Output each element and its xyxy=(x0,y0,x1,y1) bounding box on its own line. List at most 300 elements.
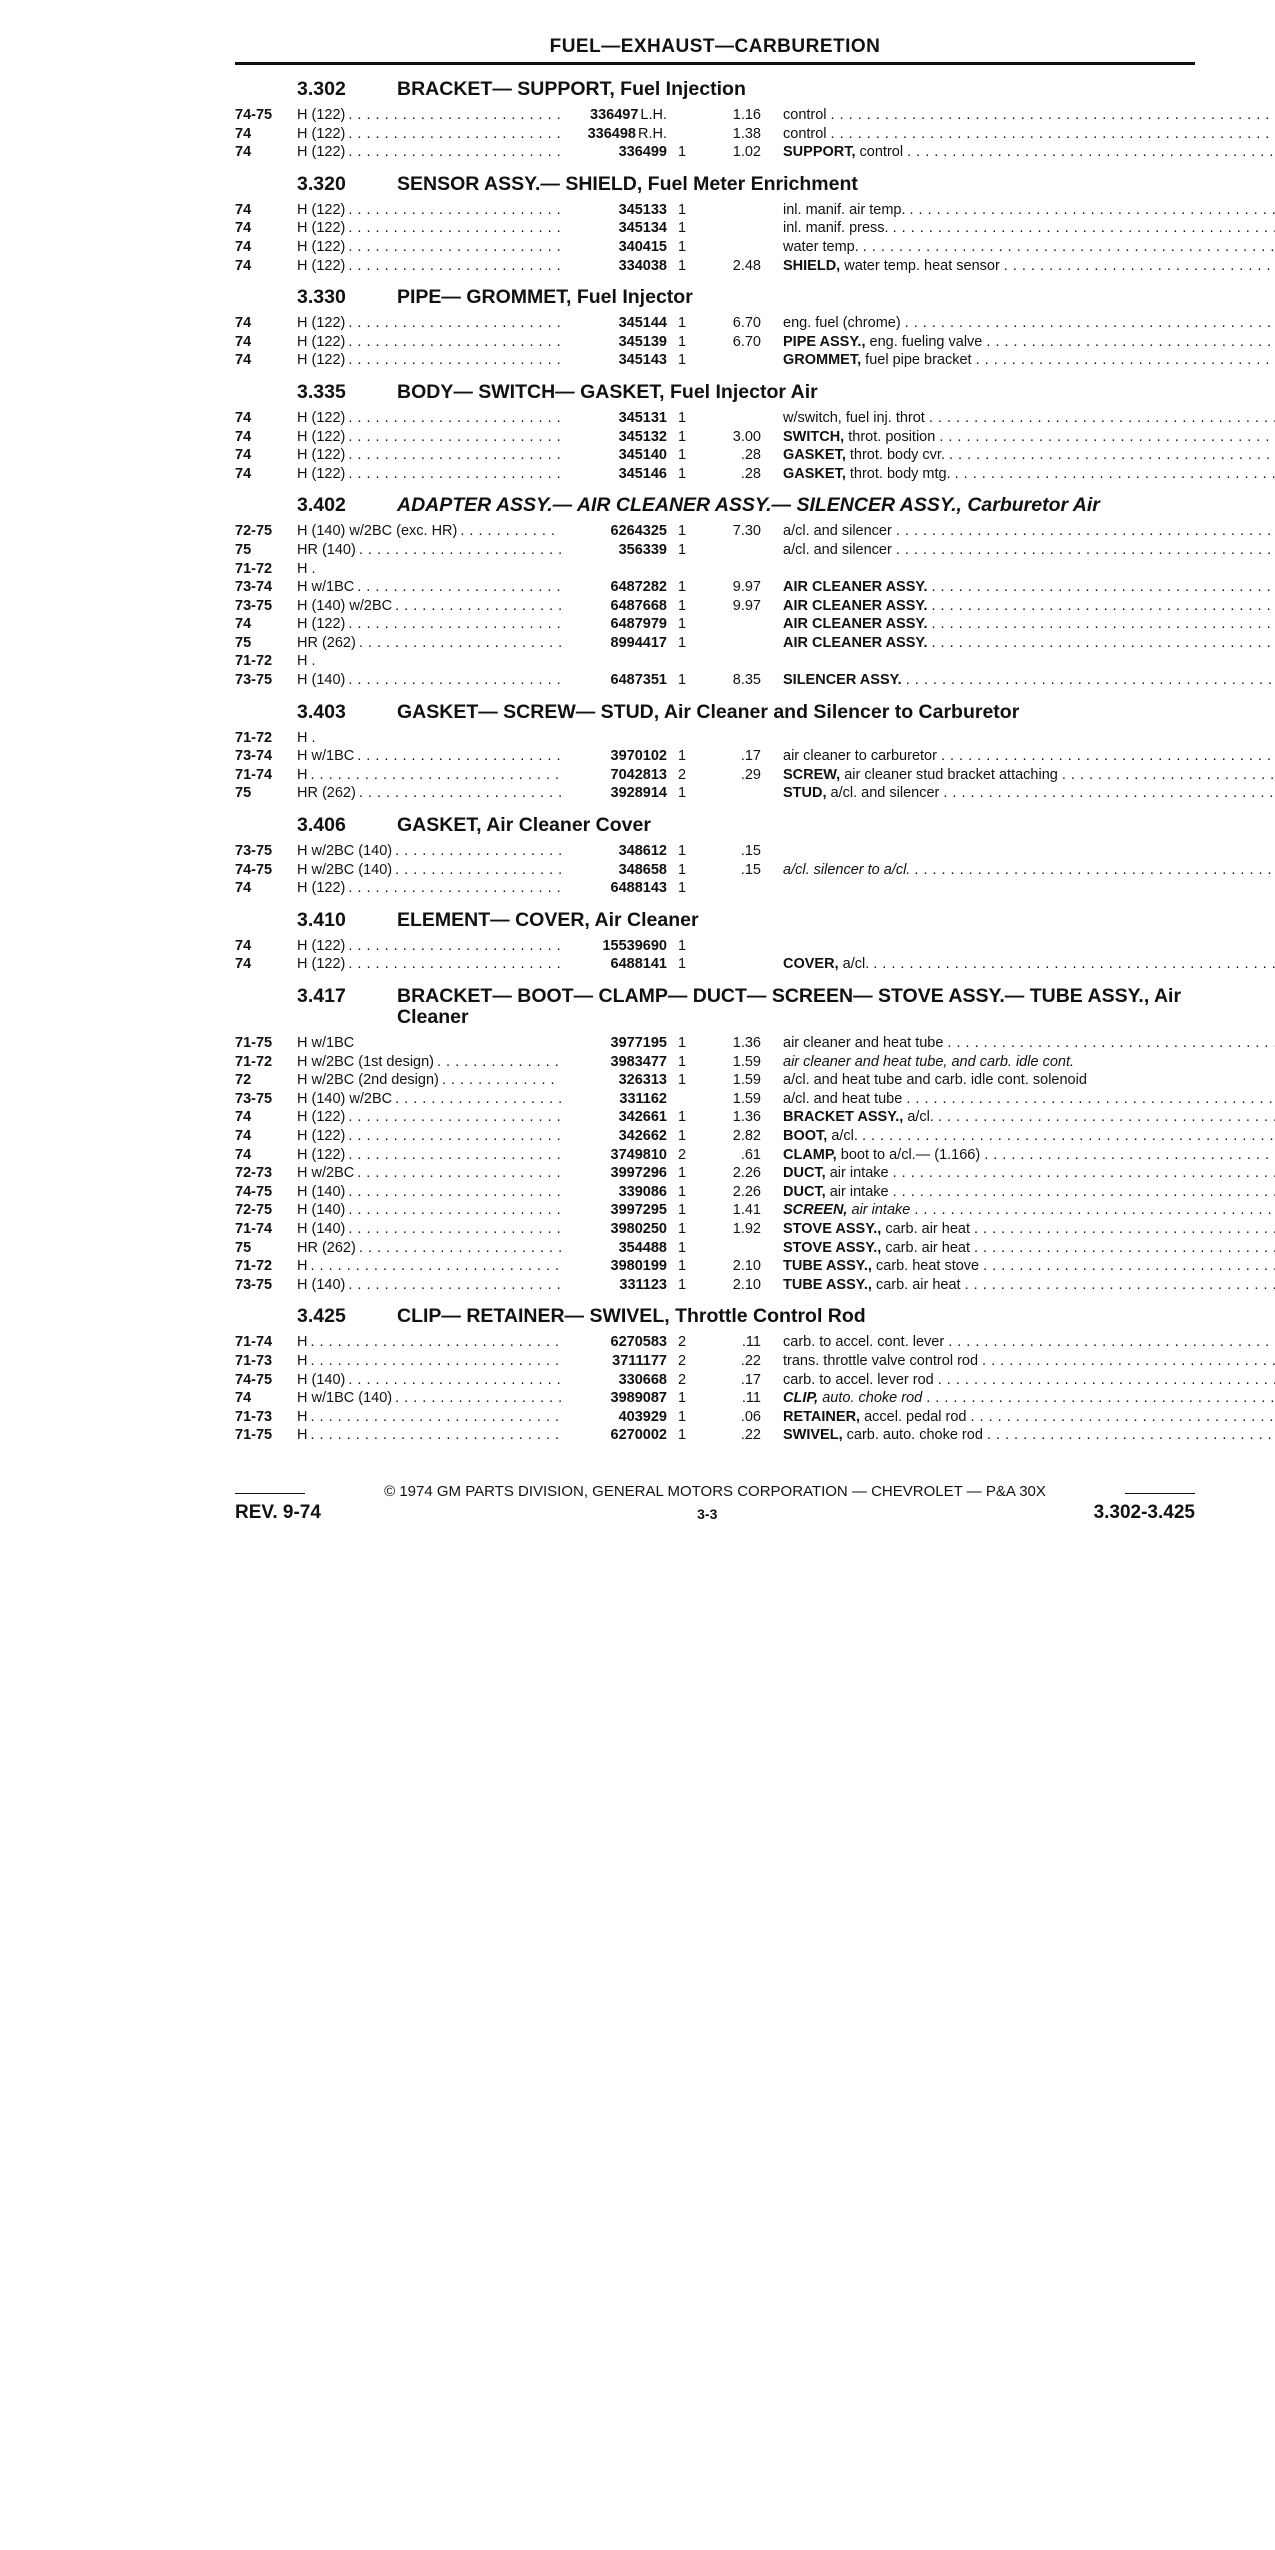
dot-leader xyxy=(348,351,561,370)
part-row xyxy=(235,125,1195,144)
dot-leader xyxy=(863,238,1275,257)
model-year: 73-75 xyxy=(235,672,273,689)
model-year: 74 xyxy=(235,1390,252,1407)
description-cell xyxy=(783,351,1275,370)
dot-leader xyxy=(310,1426,561,1445)
part-name: DUCT, xyxy=(783,1183,826,1200)
quantity: 1 xyxy=(677,1390,687,1407)
model-year: 74 xyxy=(235,880,252,897)
description-text xyxy=(783,1239,970,1258)
quantity: 1 xyxy=(677,1427,687,1444)
part-name: SUPPORT, xyxy=(783,144,856,161)
dot-leader xyxy=(348,955,561,974)
description-cell xyxy=(783,1201,1275,1220)
part-number: 6487979 xyxy=(610,616,667,633)
price: 6.70 xyxy=(732,315,761,332)
model-text: H (140) xyxy=(297,1202,346,1219)
model-cell xyxy=(297,125,565,144)
model-cell xyxy=(297,729,565,748)
price: 1.16 xyxy=(732,107,761,123)
part-number-cell xyxy=(565,784,667,803)
dot-leader xyxy=(931,597,1275,616)
model-text: H (122) xyxy=(297,447,346,464)
description-cell xyxy=(783,465,1275,484)
part-number-cell xyxy=(565,1090,667,1109)
part-number: 3977195 xyxy=(610,1035,667,1051)
description-text xyxy=(783,125,827,144)
dot-leader xyxy=(395,842,561,861)
dot-leader xyxy=(348,409,561,428)
part-number-cell xyxy=(565,1034,667,1053)
price: 7.30 xyxy=(732,523,761,540)
part-number: 403929 xyxy=(618,1408,667,1425)
part-row xyxy=(235,578,1195,597)
description-cell xyxy=(783,219,1275,238)
part-number: 345131 xyxy=(618,409,667,426)
part-number-cell xyxy=(565,314,667,333)
part-number-cell xyxy=(565,465,667,484)
model-text: H . xyxy=(297,729,316,746)
part-number: 3711177 xyxy=(612,1352,667,1369)
model-text: H (122) xyxy=(297,125,346,142)
description-detail: eng. fueling valve xyxy=(869,333,983,350)
model-cell xyxy=(297,1408,565,1427)
part-number: 331162 xyxy=(619,1090,667,1107)
price: 2.26 xyxy=(732,1165,761,1182)
model-text: H w/2BC (140) xyxy=(297,843,393,860)
part-number: 345143 xyxy=(618,352,667,369)
dot-leader xyxy=(348,446,561,465)
part-number-cell xyxy=(565,257,667,276)
description-detail: water temp. heat sensor xyxy=(844,257,1000,274)
description-cell xyxy=(783,1220,1275,1239)
description-cell xyxy=(783,1408,1275,1427)
model-year: 74 xyxy=(235,220,252,237)
part-row xyxy=(235,1389,1195,1408)
part-row xyxy=(235,1127,1195,1146)
dot-leader xyxy=(831,125,1275,144)
dot-leader xyxy=(938,1108,1275,1127)
quantity: 1 xyxy=(677,465,687,482)
description-cell xyxy=(783,409,1275,428)
description-detail: a/cl. silencer to a/cl. xyxy=(783,861,911,878)
model-year: 71-72 xyxy=(235,560,273,577)
footer-copyright: © 1974 GM PARTS DIVISION, GENERAL MOTORS CORPORATION — CHEVROLET — P&A 30X xyxy=(384,1482,1046,1500)
model-year: 74 xyxy=(235,315,252,332)
model-cell xyxy=(297,143,565,162)
dot-leader xyxy=(348,314,561,333)
price: .22 xyxy=(740,1352,761,1369)
description-cell xyxy=(783,766,1275,785)
part-number: 348612 xyxy=(618,843,667,860)
part-number: 6487668 xyxy=(610,597,667,614)
part-row xyxy=(235,465,1195,484)
section-heading xyxy=(235,79,1195,100)
part-name: BOOT, xyxy=(783,1127,828,1144)
description-text xyxy=(783,1389,922,1408)
model-cell xyxy=(297,201,565,220)
model-year: 72-75 xyxy=(235,523,273,540)
model-year: 74-75 xyxy=(235,1183,273,1200)
price: 1.59 xyxy=(732,1053,761,1070)
catalog-page xyxy=(235,36,1195,1524)
part-number: 6487282 xyxy=(610,579,667,596)
part-number: 3997296 xyxy=(610,1165,667,1182)
description-detail: throt. body mtg. xyxy=(849,465,951,482)
part-row xyxy=(235,351,1195,370)
dot-leader xyxy=(949,446,1275,465)
section-heading xyxy=(235,495,1195,516)
model-cell xyxy=(297,1220,565,1239)
model-text: H (140) xyxy=(297,1183,346,1200)
model-year: 74-75 xyxy=(235,107,273,123)
model-cell xyxy=(297,1034,565,1053)
section-number: 3.335 xyxy=(297,380,346,403)
model-cell xyxy=(297,879,565,898)
price: .06 xyxy=(740,1408,761,1425)
quantity: 1 xyxy=(677,201,687,218)
description-cell xyxy=(783,238,1275,257)
model-text: H (140) w/2BC (exc. HR) xyxy=(297,523,458,540)
quantity: 1 xyxy=(677,1165,687,1182)
model-year: 74-75 xyxy=(235,861,273,878)
description-cell xyxy=(783,333,1275,352)
part-number-cell xyxy=(565,1408,667,1427)
model-year: 74 xyxy=(235,352,252,369)
quantity: 1 xyxy=(677,861,687,878)
part-number-cell xyxy=(565,615,667,634)
quantity: 1 xyxy=(677,428,687,445)
part-number: 6488141 xyxy=(610,956,667,973)
part-name: COVER, xyxy=(783,956,839,973)
footer-section-range: 3.302-3.425 xyxy=(1093,1501,1195,1523)
model-year: 74 xyxy=(235,956,252,973)
description-cell xyxy=(783,446,1275,465)
model-year: 71-75 xyxy=(235,1035,273,1051)
model-year: 74 xyxy=(235,465,252,482)
description-cell xyxy=(783,314,1275,333)
part-row xyxy=(235,1146,1195,1165)
part-number-cell xyxy=(565,1127,667,1146)
part-number: 345140 xyxy=(618,447,667,464)
part-row xyxy=(235,1053,1195,1072)
model-cell xyxy=(297,671,565,690)
part-number-cell xyxy=(565,219,667,238)
description-cell xyxy=(783,125,1275,144)
model-cell xyxy=(297,409,565,428)
part-number-cell xyxy=(565,1239,667,1258)
model-year: 72-73 xyxy=(235,1165,273,1182)
model-text: H (122) xyxy=(297,144,346,161)
model-cell xyxy=(297,541,565,560)
model-year: 73-74 xyxy=(235,579,273,596)
part-name: BRACKET ASSY., xyxy=(783,1109,904,1126)
part-row xyxy=(235,1090,1195,1109)
model-cell xyxy=(297,842,565,861)
model-cell xyxy=(297,1108,565,1127)
description-cell xyxy=(783,257,1275,276)
price: .15 xyxy=(740,843,761,860)
model-text: H (122) xyxy=(297,956,346,973)
description-detail: control xyxy=(783,125,827,142)
footer-copyright-line xyxy=(235,1483,1195,1500)
dot-leader xyxy=(359,784,561,803)
dot-leader xyxy=(1004,257,1275,276)
model-text: H xyxy=(297,1352,308,1369)
description-detail: air cleaner to carburetor xyxy=(783,748,937,765)
part-row xyxy=(235,560,1195,579)
dot-leader xyxy=(914,861,1275,880)
part-number-cell xyxy=(565,333,667,352)
description-detail: trans. throttle valve control rod xyxy=(783,1352,979,1369)
quantity: 1 xyxy=(677,748,687,765)
quantity: 2 xyxy=(677,766,687,783)
description-text xyxy=(783,1257,979,1276)
dot-leader xyxy=(974,1239,1275,1258)
part-number: 345144 xyxy=(618,315,667,332)
quantity: 1 xyxy=(677,144,687,161)
part-number-cell xyxy=(565,522,667,541)
section-number: 3.406 xyxy=(297,814,346,837)
section-heading xyxy=(235,287,1195,308)
part-row xyxy=(235,1371,1195,1390)
description-text xyxy=(783,1183,889,1202)
dot-leader xyxy=(955,465,1275,484)
section-number: 3.330 xyxy=(297,286,346,309)
part-number-cell xyxy=(565,747,667,766)
price: 1.59 xyxy=(732,1090,761,1107)
model-cell xyxy=(297,314,565,333)
description-text xyxy=(783,522,892,541)
description-cell xyxy=(783,1333,1275,1352)
model-text: H w/1BC xyxy=(297,579,355,596)
description-text xyxy=(783,1053,1074,1072)
dot-leader xyxy=(906,671,1275,690)
model-cell xyxy=(297,522,565,541)
dot-leader xyxy=(974,1220,1275,1239)
model-text: H xyxy=(297,1258,308,1275)
part-number-cell xyxy=(565,106,667,125)
part-row xyxy=(235,1333,1195,1352)
description-detail: inl. manif. air temp. xyxy=(783,201,906,218)
model-year: 71-72 xyxy=(235,1053,273,1070)
description-text xyxy=(783,257,1000,276)
quantity: 1 xyxy=(677,1127,687,1144)
description-text xyxy=(783,1408,966,1427)
part-number: 331123 xyxy=(619,1276,667,1293)
part-number-cell xyxy=(565,1257,667,1276)
model-text: H w/2BC xyxy=(297,1165,355,1182)
model-year: 72-75 xyxy=(235,1202,273,1219)
part-number-cell xyxy=(565,1426,667,1445)
description-cell xyxy=(783,1371,1275,1390)
quantity: 1 xyxy=(677,409,687,426)
part-number-cell xyxy=(565,201,667,220)
section-heading xyxy=(235,174,1195,195)
dot-leader xyxy=(929,409,1275,428)
model-year: 71-72 xyxy=(235,1258,273,1275)
description-cell xyxy=(783,1183,1275,1202)
part-number: 342662 xyxy=(618,1127,667,1144)
dot-leader xyxy=(931,634,1275,653)
price: 2.82 xyxy=(732,1127,761,1144)
model-text: H (122) xyxy=(297,220,346,237)
part-row xyxy=(235,143,1195,162)
description-cell xyxy=(783,634,1275,653)
part-name: SWITCH, xyxy=(783,428,845,445)
part-number-cell xyxy=(565,1352,667,1371)
section-title: CLIP— RETAINER— SWIVEL, Throttle Control Rod xyxy=(397,1305,866,1328)
dot-leader xyxy=(896,541,1275,560)
part-number-cell xyxy=(565,937,667,956)
quantity: 1 xyxy=(677,1202,687,1219)
dot-leader xyxy=(348,201,561,220)
quantity: 1 xyxy=(677,333,687,350)
model-year: 71-74 xyxy=(235,1220,273,1237)
model-year: 74 xyxy=(235,238,252,255)
description-cell xyxy=(783,578,1275,597)
model-year: 74-75 xyxy=(235,1371,273,1388)
dot-leader xyxy=(310,1408,561,1427)
model-cell xyxy=(297,766,565,785)
description-cell xyxy=(783,541,1275,560)
part-row xyxy=(235,937,1195,956)
model-text: H (122) xyxy=(297,238,346,255)
part-number: 15539690 xyxy=(602,937,667,954)
section-title: SENSOR ASSY.— SHIELD, Fuel Meter Enrichment xyxy=(397,172,858,195)
dot-leader xyxy=(976,351,1275,370)
quantity: 1 xyxy=(677,880,687,897)
section-title: BODY— SWITCH— GASKET, Fuel Injector Air xyxy=(397,380,818,403)
model-text: H (122) xyxy=(297,1109,346,1126)
dot-leader xyxy=(896,522,1275,541)
description-detail: air intake xyxy=(829,1165,889,1182)
description-detail: carb. auto. choke rod xyxy=(846,1427,983,1444)
model-year: 71-73 xyxy=(235,1352,273,1369)
dot-leader xyxy=(939,428,1275,447)
dot-leader xyxy=(348,257,561,276)
dot-leader xyxy=(348,1220,561,1239)
model-text: H w/1BC (140) xyxy=(297,1390,393,1407)
part-number-cell xyxy=(565,578,667,597)
model-text: H (122) xyxy=(297,880,346,897)
part-name: AIR CLEANER ASSY. xyxy=(783,616,928,633)
quantity: 1 xyxy=(677,257,687,274)
price: 1.59 xyxy=(732,1072,761,1089)
model-cell xyxy=(297,106,565,125)
dot-leader xyxy=(910,201,1275,220)
description-cell xyxy=(783,143,1275,162)
part-number: 3989087 xyxy=(610,1390,667,1407)
part-row xyxy=(235,634,1195,653)
quantity: 1 xyxy=(677,352,687,369)
section-title: PIPE— GROMMET, Fuel Injector xyxy=(397,286,693,309)
description-text xyxy=(783,201,906,220)
part-number-cell xyxy=(565,238,667,257)
description-detail: throt. body cvr. xyxy=(849,447,945,464)
part-number: 356339 xyxy=(618,541,667,558)
dot-leader xyxy=(310,766,561,785)
dot-leader xyxy=(348,1146,561,1165)
part-name: DUCT, xyxy=(783,1165,826,1182)
model-cell xyxy=(297,1183,565,1202)
dot-leader xyxy=(982,1352,1275,1371)
model-year: 74 xyxy=(235,409,252,426)
section-number: 3.402 xyxy=(297,494,346,517)
description-detail: carb. to accel. lever rod xyxy=(783,1371,934,1388)
description-text xyxy=(783,784,939,803)
page-header-title: FUEL—EXHAUST—CARBURETION xyxy=(549,36,881,57)
price: 6.70 xyxy=(732,333,761,350)
quantity: 2 xyxy=(677,1146,687,1163)
dot-leader xyxy=(938,1371,1275,1390)
description-text xyxy=(783,541,892,560)
dot-leader xyxy=(310,1257,561,1276)
description-text xyxy=(783,578,927,597)
dot-leader xyxy=(348,333,561,352)
section-title: ADAPTER ASSY.— AIR CLEANER ASSY.— SILENCER ASSY., Carburetor Air xyxy=(397,494,1100,517)
description-cell xyxy=(783,1352,1275,1371)
model-text: H xyxy=(297,1427,308,1444)
price: 1.36 xyxy=(732,1109,761,1126)
section-heading xyxy=(235,1306,1195,1327)
quantity: 1 xyxy=(677,785,687,802)
model-text: H (140) xyxy=(297,1371,346,1388)
part-number-cell xyxy=(565,143,667,162)
description-cell xyxy=(783,1053,1195,1072)
footer-rule-left xyxy=(235,1493,305,1494)
price: 2.26 xyxy=(732,1183,761,1200)
quantity: 2 xyxy=(677,1334,687,1351)
model-cell xyxy=(297,578,565,597)
description-detail: a/cl. and heat tube xyxy=(783,1090,903,1107)
model-text: H (122) xyxy=(297,428,346,445)
section-number: 3.403 xyxy=(297,700,346,723)
section-number: 3.410 xyxy=(297,908,346,931)
dot-leader xyxy=(348,465,561,484)
dot-leader xyxy=(983,1257,1275,1276)
description-cell xyxy=(783,861,1275,880)
model-cell xyxy=(297,1371,565,1390)
price: 9.97 xyxy=(732,597,761,614)
quantity: 1 xyxy=(677,937,687,954)
part-number-cell xyxy=(565,409,667,428)
dot-leader xyxy=(348,106,561,125)
part-name: STOVE ASSY., xyxy=(783,1239,882,1256)
quantity: 1 xyxy=(677,1109,687,1126)
description-cell xyxy=(783,597,1275,616)
part-number: 336498 xyxy=(587,125,636,142)
description-cell xyxy=(783,1239,1275,1258)
description-detail: w/switch, fuel inj. throt xyxy=(783,409,925,426)
part-name: SCREEN, xyxy=(783,1202,848,1219)
description-text xyxy=(783,597,927,616)
model-year: 74 xyxy=(235,1127,252,1144)
dot-leader xyxy=(965,1276,1275,1295)
model-text: H w/2BC (1st design) xyxy=(297,1053,434,1070)
dot-leader xyxy=(893,219,1275,238)
part-number: 3749810 xyxy=(610,1146,667,1163)
part-row xyxy=(235,201,1195,220)
dot-leader xyxy=(460,522,561,541)
part-row xyxy=(235,1034,1195,1053)
part-row xyxy=(235,1239,1195,1258)
part-number: 345132 xyxy=(618,428,667,445)
part-number-cell xyxy=(565,879,667,898)
description-text xyxy=(783,333,982,352)
price: 3.00 xyxy=(732,428,761,445)
part-number: 340415 xyxy=(618,238,667,255)
